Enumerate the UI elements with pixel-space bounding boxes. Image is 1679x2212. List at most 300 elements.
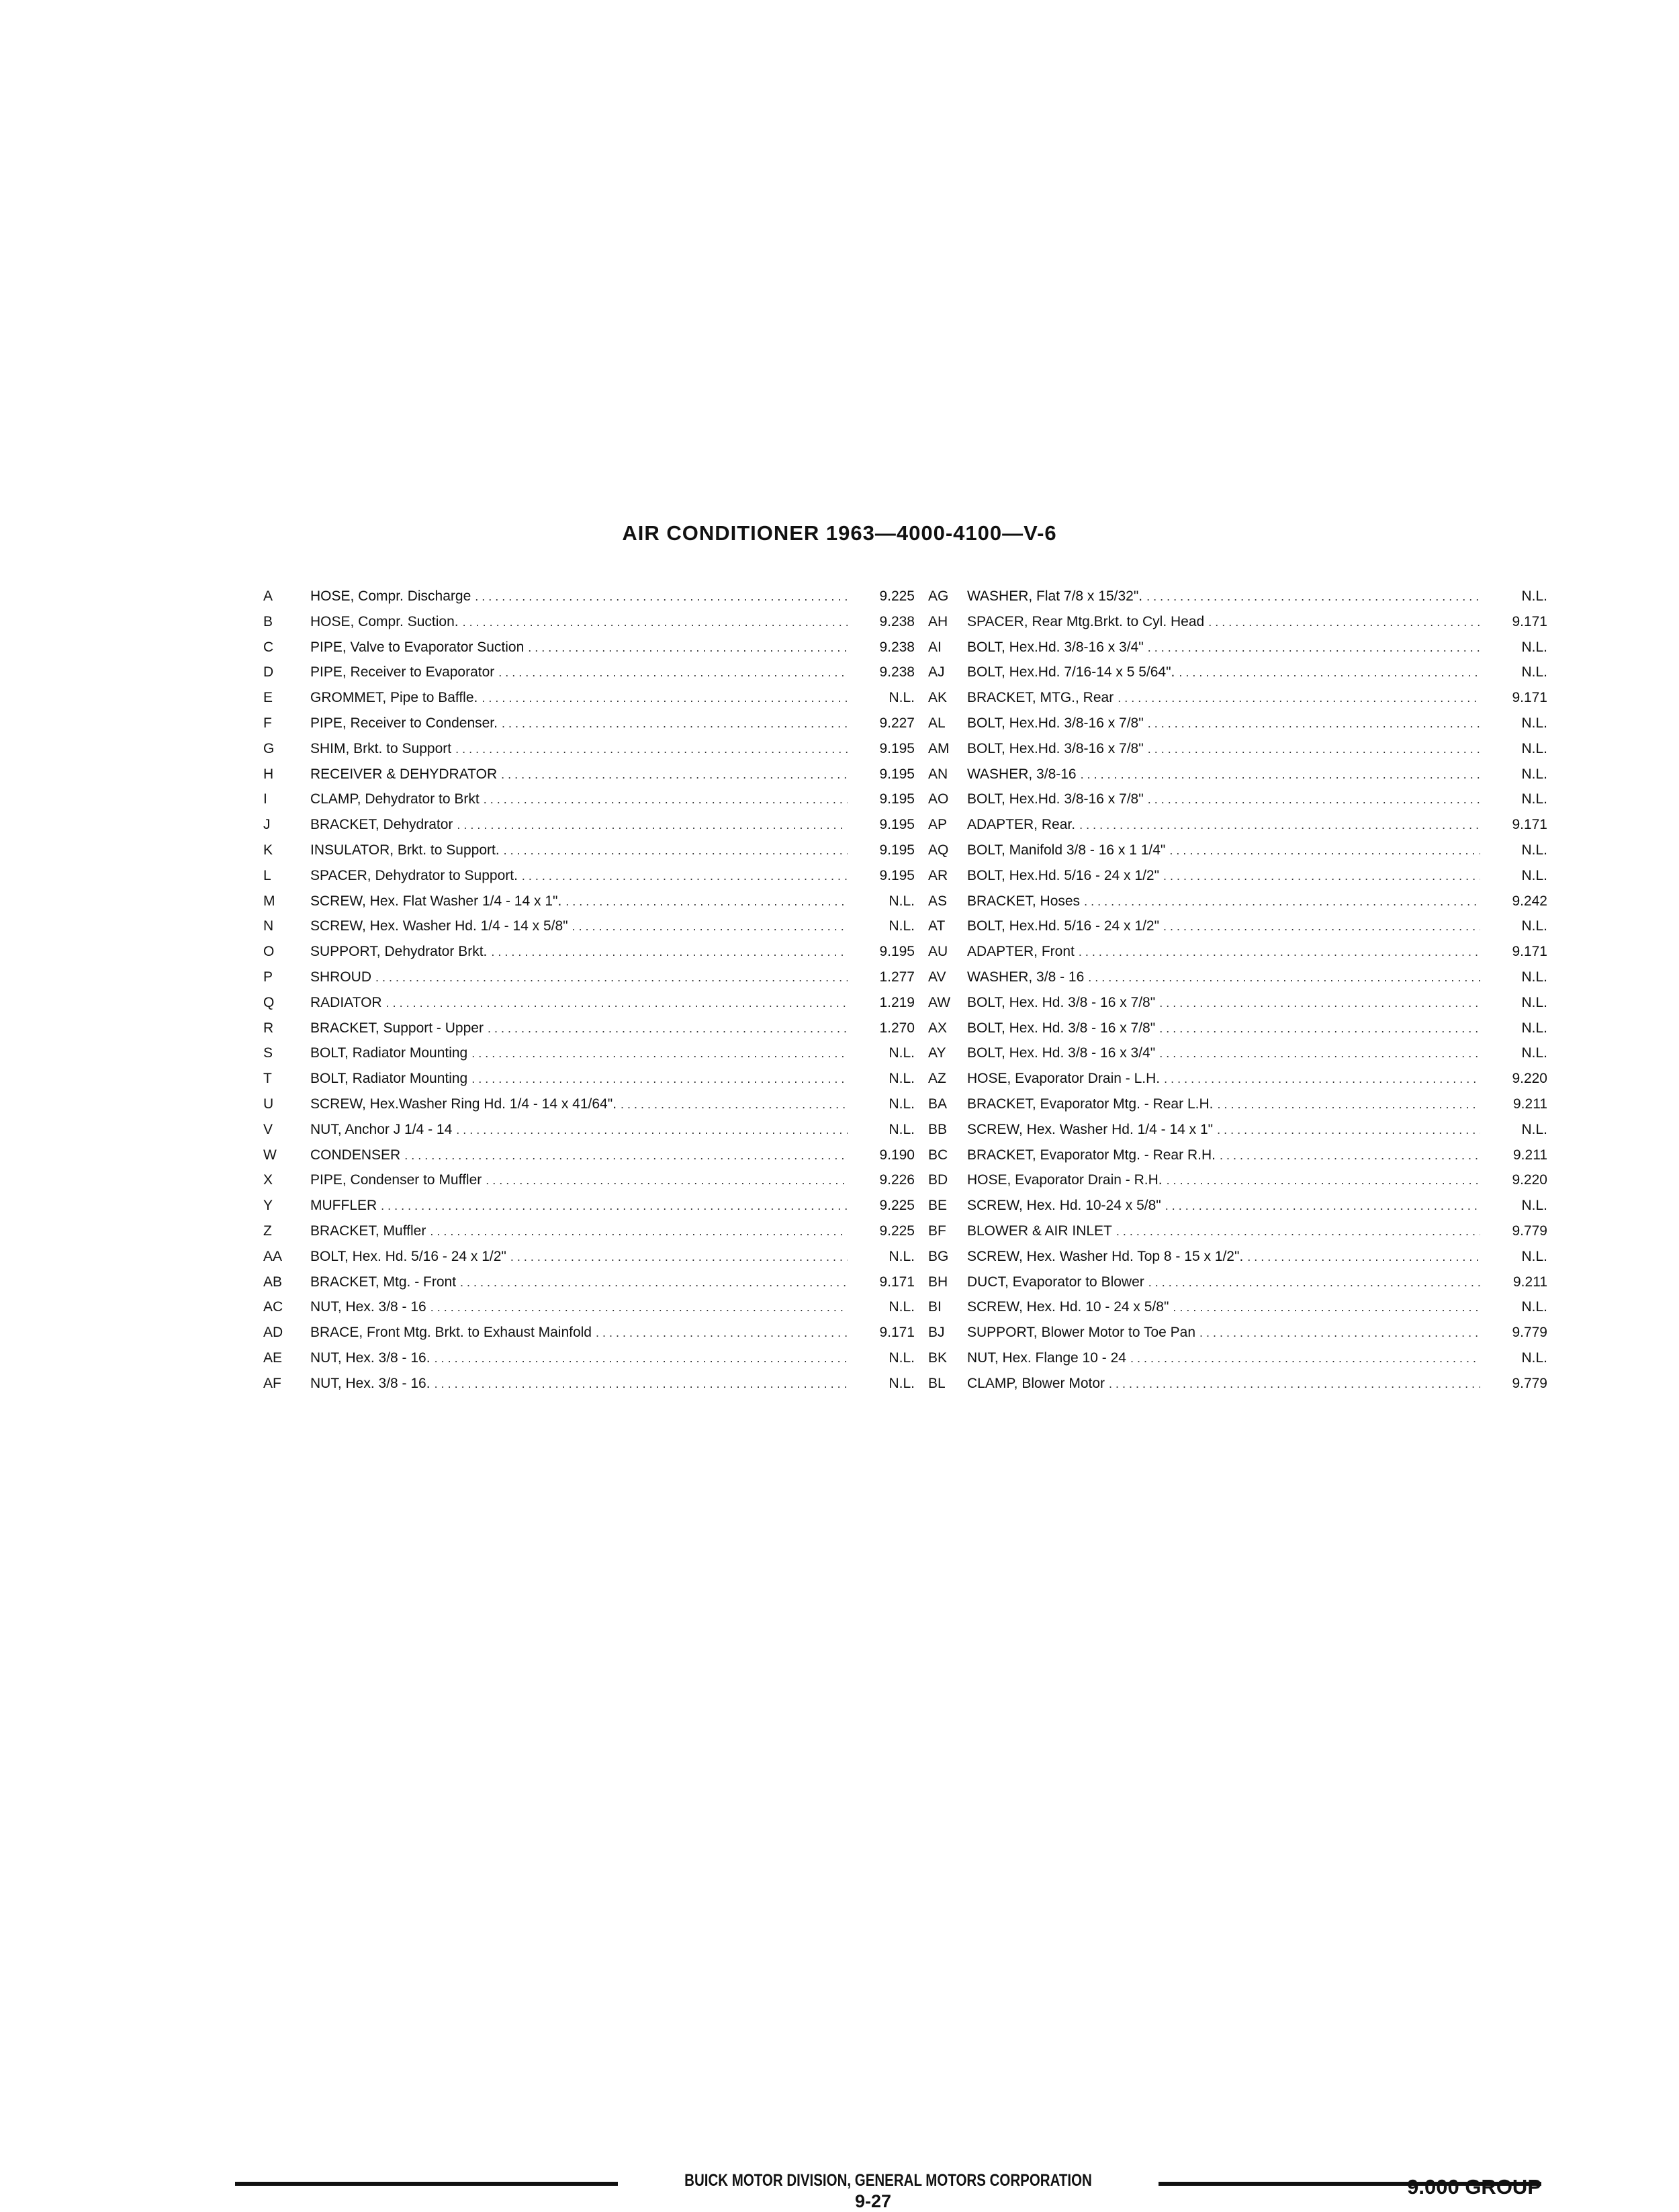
group-number: 9.195 [879, 842, 915, 858]
part-description: SUPPORT, Blower Motor to Toe Pan [967, 1325, 1196, 1341]
dot-leader [475, 588, 848, 605]
group-number: 9.195 [879, 817, 915, 833]
part-description: SCREW, Hex. Flat Washer 1/4 - 14 x 1". [310, 893, 562, 909]
group-number: 9.171 [1512, 944, 1547, 960]
part-key: AT [928, 918, 946, 934]
group-number: N.L. [889, 918, 915, 934]
parts-row [263, 614, 915, 639]
parts-row [928, 1172, 1547, 1198]
part-description: RECEIVER & DEHYDRATOR [310, 766, 498, 782]
parts-row [263, 1147, 915, 1173]
part-key: AX [928, 1020, 948, 1036]
parts-row [263, 741, 915, 766]
group-number: N.L. [1521, 1020, 1547, 1036]
part-key: J [263, 817, 271, 833]
part-key: G [263, 740, 275, 756]
part-key: AS [928, 893, 948, 909]
group-number: 9.190 [879, 1147, 915, 1163]
parts-row [263, 969, 915, 995]
dot-leader [1163, 868, 1480, 884]
part-key: I [263, 791, 267, 807]
parts-row [928, 715, 1547, 741]
part-description: ADAPTER, Rear. [967, 817, 1076, 833]
group-number: N.L. [889, 1299, 915, 1315]
part-description: BOLT, Hex. Hd. 3/8 - 16 x 7/8" [967, 994, 1156, 1010]
part-key: AM [928, 740, 950, 756]
parts-row [928, 766, 1547, 792]
group-number: N.L. [1521, 867, 1547, 883]
group-number: N.L. [1521, 715, 1547, 731]
parts-list-left [263, 588, 915, 1401]
part-description: SCREW, Hex. Washer Hd. 1/4 - 14 x 5/8" [310, 918, 568, 934]
part-key: BG [928, 1248, 949, 1264]
group-number: N.L. [1521, 1248, 1547, 1264]
page-title: AIR CONDITIONER 1963—4000-4100—V-6 [622, 521, 1057, 545]
part-key: V [263, 1121, 273, 1137]
group-number: N.L. [1521, 918, 1547, 934]
dot-leader [1217, 1096, 1480, 1112]
group-number: 1.270 [879, 1020, 915, 1036]
dot-leader [1088, 969, 1480, 985]
parts-row [263, 791, 915, 817]
part-description: BOLT, Hex.Hd. 3/8-16 x 3/4" [967, 639, 1144, 655]
dot-leader [471, 1071, 848, 1087]
part-description: HOSE, Compr. Suction. [310, 613, 459, 629]
group-number: 9.220 [1512, 1071, 1547, 1087]
part-description: BOLT, Hex.Hd. 3/8-16 x 7/8" [967, 715, 1144, 731]
part-description: NUT, Hex. 3/8 - 16. [310, 1375, 430, 1391]
dot-leader [1118, 690, 1480, 706]
part-description: HOSE, Evaporator Drain - R.H. [967, 1172, 1163, 1188]
part-description: SCREW, Hex. Hd. 10-24 x 5/8" [967, 1198, 1161, 1214]
part-key: U [263, 1096, 274, 1112]
part-description: CLAMP, Blower Motor [967, 1375, 1105, 1391]
parts-row [928, 1223, 1547, 1249]
part-key: BB [928, 1121, 948, 1137]
parts-row [263, 1350, 915, 1376]
part-description: PIPE, Condenser to Muffler [310, 1172, 482, 1188]
parts-row [263, 995, 915, 1020]
parts-row [928, 741, 1547, 766]
parts-row [263, 1376, 915, 1401]
dot-leader [510, 1249, 848, 1265]
group-number: 9.195 [879, 867, 915, 883]
dot-leader [375, 969, 848, 985]
parts-row [263, 1122, 915, 1147]
group-number: 9.225 [879, 588, 915, 604]
dot-leader [1079, 817, 1480, 833]
parts-row [928, 893, 1547, 919]
dot-leader [435, 1376, 848, 1392]
dot-leader [596, 1325, 848, 1341]
parts-list-right [928, 588, 1547, 1401]
part-key: M [263, 893, 275, 909]
group-number: 9.226 [879, 1172, 915, 1188]
part-key: BD [928, 1172, 948, 1188]
dot-leader [1109, 1376, 1480, 1392]
parts-row [928, 690, 1547, 715]
parts-row [928, 588, 1547, 614]
part-description: BOLT, Hex. Hd. 3/8 - 16 x 3/4" [967, 1045, 1156, 1061]
group-number: 9.195 [879, 791, 915, 807]
part-key: BJ [928, 1325, 945, 1341]
group-number: N.L. [889, 1248, 915, 1264]
parts-row [928, 1045, 1547, 1071]
page-number: 9-27 [854, 2191, 892, 2211]
part-description: BRACKET, Evaporator Mtg. - Rear L.H. [967, 1096, 1214, 1112]
dot-leader [1148, 715, 1480, 732]
group-number: 9.171 [879, 1325, 915, 1341]
parts-row [928, 639, 1547, 665]
part-key: C [263, 639, 274, 655]
part-key: BE [928, 1198, 948, 1214]
parts-row [928, 918, 1547, 944]
group-number: N.L. [1521, 1045, 1547, 1061]
parts-row [263, 1249, 915, 1274]
part-key: Q [263, 994, 275, 1010]
part-key: AY [928, 1045, 946, 1061]
group-number: N.L. [1521, 588, 1547, 604]
dot-leader [1220, 1147, 1480, 1163]
dot-leader [1179, 664, 1480, 680]
part-key: B [263, 613, 273, 629]
part-description: BLOWER & AIR INLET [967, 1223, 1112, 1239]
dot-leader [572, 918, 848, 934]
dot-leader [1159, 1020, 1480, 1036]
dot-leader [455, 741, 848, 757]
part-key: N [263, 918, 274, 934]
part-key: AN [928, 766, 948, 782]
group-number: N.L. [1521, 1350, 1547, 1366]
dot-leader [504, 842, 848, 858]
part-description: SCREW, Hex.Washer Ring Hd. 1/4 - 14 x 41/64". [310, 1096, 617, 1112]
parts-row [263, 868, 915, 893]
group-number: 9.225 [879, 1198, 915, 1214]
group-number: 9.211 [1513, 1274, 1547, 1290]
dot-leader [1148, 639, 1480, 656]
dot-leader [1116, 1223, 1480, 1239]
dot-leader [463, 614, 848, 630]
dot-leader [1148, 1274, 1480, 1290]
part-key: D [263, 664, 274, 680]
group-number: 9.171 [1512, 613, 1547, 629]
part-description: BOLT, Hex. Hd. 3/8 - 16 x 7/8" [967, 1020, 1156, 1036]
group-number: 9.195 [879, 766, 915, 782]
group-number: N.L. [889, 1096, 915, 1112]
part-key: BH [928, 1274, 948, 1290]
part-key: AV [928, 969, 946, 985]
part-key: AF [263, 1375, 281, 1391]
group-number: N.L. [1521, 969, 1547, 985]
part-description: WASHER, 3/8 - 16 [967, 969, 1085, 985]
dot-leader [430, 1223, 848, 1239]
parts-row [928, 1299, 1547, 1325]
dot-leader [457, 817, 848, 833]
group-number: 9.171 [1512, 817, 1547, 833]
parts-row [263, 1096, 915, 1122]
part-description: NUT, Hex. 3/8 - 16 [310, 1299, 426, 1315]
group-number: N.L. [1521, 639, 1547, 655]
group-number: N.L. [889, 1045, 915, 1061]
group-number: N.L. [1521, 664, 1547, 680]
dot-leader [1159, 995, 1480, 1011]
part-key: AD [263, 1325, 283, 1341]
part-description: SPACER, Dehydrator to Support. [310, 867, 518, 883]
parts-row [928, 1071, 1547, 1096]
part-key: AU [928, 944, 948, 960]
parts-row [928, 1147, 1547, 1173]
dot-leader [1146, 588, 1480, 605]
part-description: BRACKET, Hoses [967, 893, 1081, 909]
group-number: N.L. [889, 1375, 915, 1391]
part-key: AJ [928, 664, 945, 680]
parts-row [928, 944, 1547, 969]
dot-leader [1159, 1045, 1480, 1061]
part-description: BRACKET, MTG., Rear [967, 690, 1114, 706]
part-key: AI [928, 639, 942, 655]
part-description: WASHER, 3/8-16 [967, 766, 1077, 782]
part-description: BRACKET, Muffler [310, 1223, 426, 1239]
part-description: BRACKET, Dehydrator [310, 817, 453, 833]
parts-row [263, 1223, 915, 1249]
dot-leader [1148, 791, 1480, 807]
dot-leader [1163, 918, 1480, 934]
group-number: N.L. [889, 893, 915, 909]
part-description: DUCT, Evaporator to Blower [967, 1274, 1144, 1290]
part-description: HOSE, Compr. Discharge [310, 588, 471, 604]
part-key: X [263, 1172, 273, 1188]
parts-row [928, 1249, 1547, 1274]
part-key: AA [263, 1248, 283, 1264]
dot-leader [1081, 766, 1480, 783]
dot-leader [1167, 1172, 1480, 1188]
part-description: BOLT, Hex.Hd. 7/16-14 x 5 5/64". [967, 664, 1175, 680]
dot-leader [404, 1147, 848, 1163]
part-description: GROMMET, Pipe to Baffle. [310, 690, 478, 706]
parts-row [263, 1325, 915, 1350]
part-description: ADAPTER, Front [967, 944, 1075, 960]
part-key: F [263, 715, 272, 731]
part-key: W [263, 1147, 277, 1163]
dot-leader [482, 690, 848, 706]
group-number: 9.171 [879, 1274, 915, 1290]
part-key: Y [263, 1198, 273, 1214]
group-number: 9.211 [1513, 1147, 1547, 1163]
part-description: SUPPORT, Dehydrator Brkt. [310, 944, 488, 960]
group-number: 9.779 [1512, 1375, 1547, 1391]
group-number: N.L. [889, 690, 915, 706]
dot-leader [502, 715, 848, 732]
part-key: H [263, 766, 274, 782]
part-description: BOLT, Hex.Hd. 5/16 - 24 x 1/2" [967, 867, 1160, 883]
group-number: 9.171 [1512, 690, 1547, 706]
part-description: BOLT, Radiator Mounting [310, 1045, 468, 1061]
parts-row [263, 944, 915, 969]
parts-row [928, 1350, 1547, 1376]
part-description: BOLT, Hex.Hd. 5/16 - 24 x 1/2" [967, 918, 1160, 934]
footer-division: BUICK MOTOR DIVISION, GENERAL MOTORS CORPORATION [684, 2171, 1092, 2190]
part-key: L [263, 867, 271, 883]
part-key: S [263, 1045, 273, 1061]
parts-row [263, 893, 915, 919]
dot-leader [498, 664, 848, 680]
group-number: N.L. [1521, 766, 1547, 782]
group-number: 9.238 [879, 639, 915, 655]
dot-leader [565, 893, 848, 910]
parts-row [928, 842, 1547, 868]
part-key: AL [928, 715, 946, 731]
footer-rule-left [235, 2182, 618, 2186]
dot-leader [488, 1020, 848, 1036]
parts-row [928, 1274, 1547, 1300]
part-description: SCREW, Hex. Washer Hd. 1/4 - 14 x 1" [967, 1121, 1214, 1137]
dot-leader [1173, 1299, 1480, 1315]
part-key: AO [928, 791, 949, 807]
part-key: AP [928, 817, 948, 833]
part-description: MUFFLER [310, 1198, 377, 1214]
part-description: BRACE, Front Mtg. Brkt. to Exhaust Mainfold [310, 1325, 592, 1341]
dot-leader [501, 766, 848, 783]
dot-leader [484, 791, 848, 807]
dot-leader [522, 868, 848, 884]
part-key: AH [928, 613, 948, 629]
group-number: 9.211 [1513, 1096, 1547, 1112]
parts-row [928, 1122, 1547, 1147]
part-description: RADIATOR [310, 994, 382, 1010]
part-key: AZ [928, 1071, 946, 1087]
part-description: WASHER, Flat 7/8 x 15/32". [967, 588, 1143, 604]
dot-leader [456, 1122, 848, 1138]
part-key: E [263, 690, 273, 706]
part-key: AC [263, 1299, 283, 1315]
part-key: AE [263, 1350, 283, 1366]
parts-row [263, 766, 915, 792]
part-key: BL [928, 1375, 946, 1391]
parts-row [263, 715, 915, 741]
footer-group-label: 9.000 GROUP [1407, 2175, 1541, 2199]
group-number: 9.227 [879, 715, 915, 731]
group-number: 9.195 [879, 944, 915, 960]
part-description: SCREW, Hex. Washer Hd. Top 8 - 15 x 1/2". [967, 1248, 1244, 1264]
part-description: HOSE, Evaporator Drain - L.H. [967, 1071, 1161, 1087]
dot-leader [1217, 1122, 1480, 1138]
part-description: BOLT, Manifold 3/8 - 16 x 1 1/4" [967, 842, 1166, 858]
parts-row [928, 1376, 1547, 1401]
group-number: 9.225 [879, 1223, 915, 1239]
parts-row [263, 639, 915, 665]
group-number: N.L. [1521, 842, 1547, 858]
part-description: BOLT, Hex. Hd. 5/16 - 24 x 1/2" [310, 1248, 506, 1264]
dot-leader [1208, 614, 1480, 630]
parts-row [263, 1045, 915, 1071]
part-description: SHIM, Brkt. to Support [310, 740, 452, 756]
part-description: SPACER, Rear Mtg.Brkt. to Cyl. Head [967, 613, 1205, 629]
parts-row [263, 588, 915, 614]
part-key: T [263, 1071, 272, 1087]
parts-row [928, 969, 1547, 995]
dot-leader [1247, 1249, 1480, 1265]
part-key: AB [263, 1274, 283, 1290]
dot-leader [1079, 944, 1480, 960]
group-number: N.L. [889, 1121, 915, 1137]
part-key: AR [928, 867, 948, 883]
parts-row [928, 1198, 1547, 1223]
part-key: BC [928, 1147, 948, 1163]
part-key: A [263, 588, 273, 604]
parts-row [263, 1020, 915, 1046]
parts-row [263, 918, 915, 944]
part-description: NUT, Hex. 3/8 - 16. [310, 1350, 430, 1366]
parts-row [263, 1299, 915, 1325]
dot-leader [1164, 1071, 1480, 1087]
group-number: 9.238 [879, 613, 915, 629]
part-description: BOLT, Hex.Hd. 3/8-16 x 7/8" [967, 791, 1144, 807]
part-key: BA [928, 1096, 948, 1112]
group-number: N.L. [1521, 1198, 1547, 1214]
part-description: SCREW, Hex. Hd. 10 - 24 x 5/8" [967, 1299, 1169, 1315]
group-number: N.L. [1521, 740, 1547, 756]
part-key: BF [928, 1223, 946, 1239]
part-description: BOLT, Hex.Hd. 3/8-16 x 7/8" [967, 740, 1144, 756]
part-key: BK [928, 1350, 948, 1366]
parts-row [263, 1071, 915, 1096]
parts-row [928, 664, 1547, 690]
dot-leader [381, 1198, 848, 1214]
part-description: BOLT, Radiator Mounting [310, 1071, 468, 1087]
group-number: 9.220 [1512, 1172, 1547, 1188]
group-number: 9.242 [1512, 893, 1547, 909]
group-number: 9.779 [1512, 1223, 1547, 1239]
part-key: AQ [928, 842, 949, 858]
part-description: CONDENSER [310, 1147, 401, 1163]
dot-leader [528, 639, 848, 656]
group-number: 9.779 [1512, 1325, 1547, 1341]
group-number: N.L. [1521, 1121, 1547, 1137]
parts-row [263, 842, 915, 868]
dot-leader [1199, 1325, 1480, 1341]
parts-row [263, 690, 915, 715]
dot-leader [435, 1350, 848, 1366]
dot-leader [1084, 893, 1480, 910]
part-description: SHROUD [310, 969, 372, 985]
parts-row [928, 791, 1547, 817]
dot-leader [430, 1299, 848, 1315]
parts-row [263, 1274, 915, 1300]
group-number: 1.219 [879, 994, 915, 1010]
group-number: N.L. [889, 1350, 915, 1366]
part-description: BRACKET, Mtg. - Front [310, 1274, 457, 1290]
part-key: R [263, 1020, 274, 1036]
group-number: 9.195 [879, 740, 915, 756]
group-number: N.L. [1521, 791, 1547, 807]
part-key: BI [928, 1299, 942, 1315]
part-key: AW [928, 994, 951, 1010]
dot-leader [1130, 1350, 1480, 1366]
parts-row [928, 1325, 1547, 1350]
group-number: 1.277 [879, 969, 915, 985]
part-key: P [263, 969, 273, 985]
group-number: 9.238 [879, 664, 915, 680]
dot-leader [1169, 842, 1480, 858]
part-description: BRACKET, Support - Upper [310, 1020, 484, 1036]
part-key: AK [928, 690, 948, 706]
part-key: K [263, 842, 273, 858]
parts-row [928, 1096, 1547, 1122]
dot-leader [621, 1096, 848, 1112]
part-description: PIPE, Receiver to Evaporator [310, 664, 495, 680]
part-description: INSULATOR, Brkt. to Support. [310, 842, 500, 858]
part-description: CLAMP, Dehydrator to Brkt [310, 791, 480, 807]
